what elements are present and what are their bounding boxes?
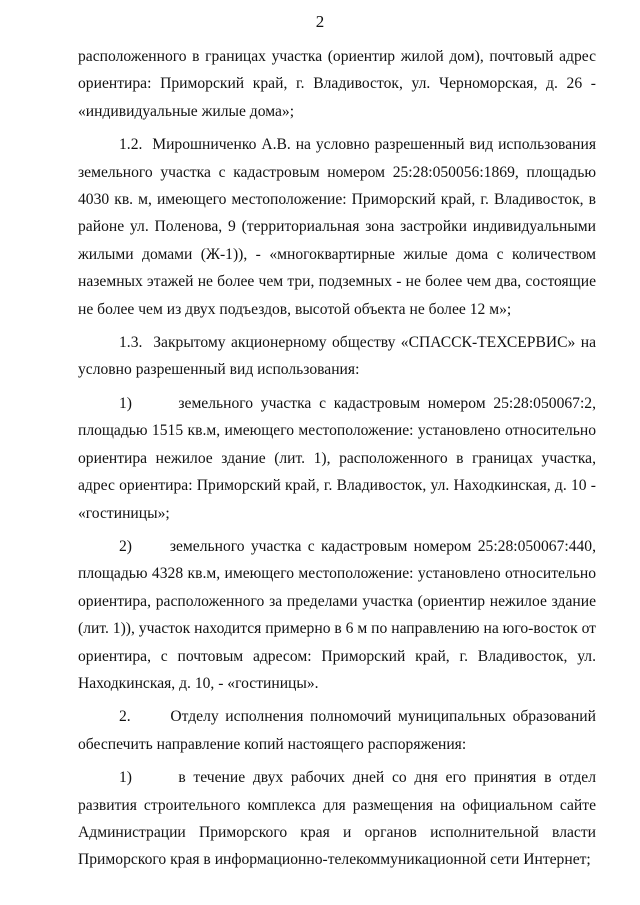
paragraph-2: 2. Отделу исполнения полномочий муниципальных образований обеспечить направление копий настоящего распоряжения: — [78, 708, 596, 753]
paragraph-address-continuation: расположенного в границах участка (ориентир жилой дом), почтовый адрес ориентира: Приморский край, г. Владивосток, ул. Черноморская, д. 26 - «индивидуальные жилые дома»; — [78, 48, 596, 120]
page-number: 2 — [315, 12, 325, 31]
paragraph-1-2: 1.2. Мирошниченко А.В. на условно разрешенный вид использования земельного участка с кадастровым номером 25:28:050056:1869, площадью 4030 кв. м, имеющего местоположение: Приморский край, г. Владивосток, в районе ул. Поленова, 9 (территориальная зона застройки индивидуальными жилыми домами (Ж-1)), - «многоквартирные жилые дома с количеством наземных этажей не более чем три, подземных - не более чем два, состоящие не более чем из двух подъездов, высотой объекта не более 12 м»; — [78, 136, 596, 318]
paragraph-1-3: 1.3. Закрытому акционерному обществу «СПАССК-ТЕХСЕРВИС» на условно разрешенный вид использования: — [78, 334, 596, 379]
paragraph-1-3-item-1: 1) земельного участка с кадастровым номером 25:28:050067:2, площадью 1515 кв.м, имеющего местоположение: установлено относительно ориентира нежилое здание (лит. 1), расположенного в границах участка, адрес ориентира: Приморский край, г. Владивосток, ул. Находкинская, д. 10 - «гостиницы»; — [78, 394, 596, 522]
document-body — [78, 43, 596, 874]
paragraph-2-item-1: 1) в течение двух рабочих дней со дня его принятия в отдел развития строительного комплекса для размещения на официальном сайте Администрации Приморского края и органов исполнительной власти Приморского края в информационно-телекоммуникационной сети Интернет; — [78, 769, 596, 869]
paragraph-1-3-item-2: 2) земельного участка с кадастровым номером 25:28:050067:440, площадью 4328 кв.м, имеющего местоположение: установлено относительно ориентира, расположенного за пределами участка (ориентир нежилое здание (лит. 1)), участок находится примерно в 6 м по направлению на юго-восток от ориентира, с почтовым адресом: Приморский край, г. Владивосток, ул. Находкинская, д. 10, - «гостиницы». — [78, 537, 596, 692]
